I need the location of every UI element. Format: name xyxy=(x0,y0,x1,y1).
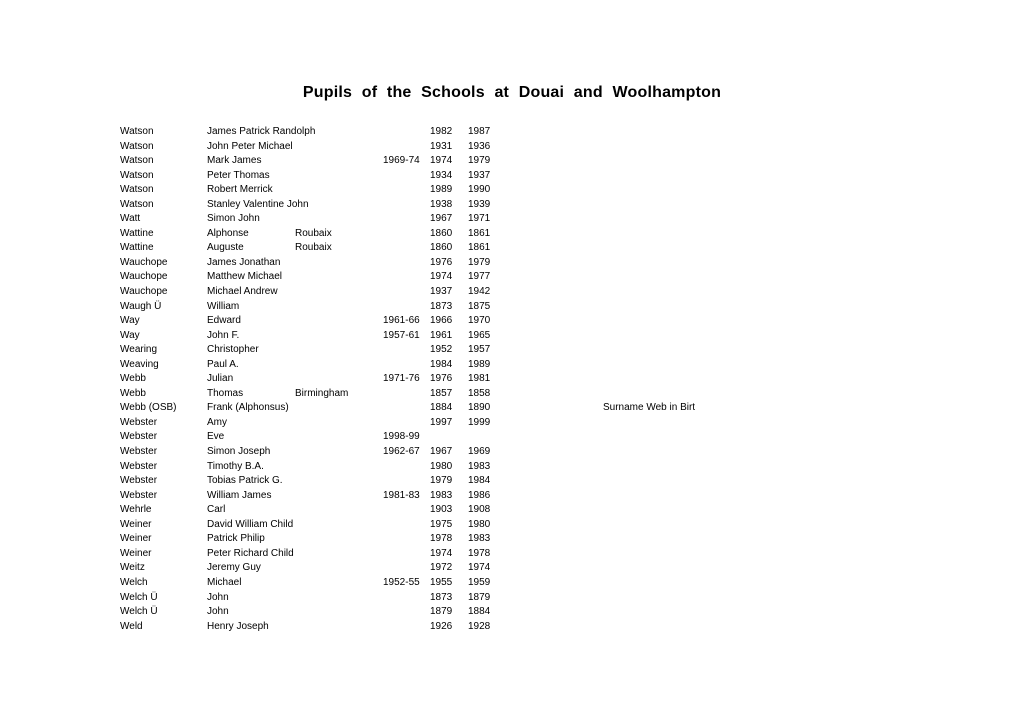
cell-forename: Paul A. xyxy=(207,358,239,370)
cell-dates xyxy=(383,401,430,416)
cell-forename: Tobias Patrick G. xyxy=(207,475,283,487)
cell-forename: William xyxy=(207,300,240,312)
cell-forename: Matthew Michael xyxy=(207,271,283,283)
cell-year-to: 1989 xyxy=(468,358,491,370)
table-row xyxy=(120,547,695,562)
cell-year-from: 1860 xyxy=(430,242,453,254)
cell-place xyxy=(295,300,383,315)
cell-place xyxy=(295,183,383,198)
table-row xyxy=(120,372,695,387)
cell-forename: Alphonse xyxy=(207,227,249,239)
cell-forename: David William Child xyxy=(207,518,294,530)
cell-year-from: 1983 xyxy=(430,489,453,501)
cell-dates xyxy=(383,285,430,300)
cell-place xyxy=(295,561,383,576)
cell-year-to: 1980 xyxy=(468,518,491,530)
table-row xyxy=(120,198,695,213)
cell-forename: Henry Joseph xyxy=(207,620,269,632)
cell-forename: Julian xyxy=(207,373,234,385)
cell-dates xyxy=(383,532,430,547)
cell-surname: Webster xyxy=(120,489,158,501)
cell-forename: John F. xyxy=(207,329,240,341)
cell-year-from: 1873 xyxy=(430,300,453,312)
cell-year-to: 1979 xyxy=(468,155,491,167)
table-row xyxy=(120,270,695,285)
table-row xyxy=(120,329,695,344)
cell-place xyxy=(295,358,383,373)
cell-surname: Weiner xyxy=(120,533,152,545)
cell-place xyxy=(295,401,383,416)
cell-place xyxy=(295,518,383,533)
table-row xyxy=(120,154,695,169)
cell-surname: Waugh Ü xyxy=(120,300,162,312)
cell-dates xyxy=(383,460,430,475)
cell-year-from: 1938 xyxy=(430,198,453,210)
cell-dates: 1961-66 xyxy=(383,315,420,327)
cell-dates xyxy=(383,212,430,227)
table-row xyxy=(120,591,695,606)
cell-place xyxy=(295,154,383,169)
cell-place xyxy=(295,416,383,431)
cell-surname: Weiner xyxy=(120,518,152,530)
cell-place: Roubaix xyxy=(295,227,332,239)
cell-place: Roubaix xyxy=(295,242,332,254)
cell-dates xyxy=(383,270,430,285)
cell-forename: James Patrick Randolph xyxy=(207,126,316,137)
cell-place xyxy=(295,140,383,155)
cell-place xyxy=(295,430,383,445)
cell-forename: Carl xyxy=(207,504,226,516)
cell-surname: Webb xyxy=(120,373,146,385)
cell-year-to: 1970 xyxy=(468,315,491,327)
cell-forename: John xyxy=(207,606,229,618)
cell-forename: Edward xyxy=(207,315,241,327)
cell-forename: Amy xyxy=(207,416,227,428)
table-row xyxy=(120,445,695,460)
cell-year-from: 1997 xyxy=(430,416,453,428)
cell-surname: Wattine xyxy=(120,242,154,254)
cell-year-from xyxy=(430,430,468,445)
cell-dates: 1998-99 xyxy=(383,431,420,443)
cell-year-from: 1975 xyxy=(430,518,453,530)
cell-year-to: 1942 xyxy=(468,286,491,298)
cell-place xyxy=(295,343,383,358)
cell-place xyxy=(295,125,383,140)
cell-surname: Wearing xyxy=(120,344,158,356)
table-row xyxy=(120,532,695,547)
cell-year-to: 1979 xyxy=(468,256,491,268)
cell-year-from: 1934 xyxy=(430,169,453,181)
cell-year-to: 1928 xyxy=(468,620,491,632)
cell-year-to: 1965 xyxy=(468,329,491,341)
cell-dates xyxy=(383,358,430,373)
cell-forename: John xyxy=(207,591,229,603)
table-row xyxy=(120,620,695,635)
cell-dates xyxy=(383,518,430,533)
cell-place xyxy=(295,285,383,300)
table-row xyxy=(120,460,695,475)
cell-forename: Michael xyxy=(207,576,242,588)
cell-year-to: 1974 xyxy=(468,562,491,574)
cell-year-from: 1967 xyxy=(430,213,453,225)
cell-place xyxy=(295,270,383,285)
table-row xyxy=(120,212,695,227)
cell-forename: Mark James xyxy=(207,155,262,167)
cell-year-from: 1961 xyxy=(430,329,453,341)
cell-dates xyxy=(383,140,430,155)
cell-year-to: 1879 xyxy=(468,591,491,603)
cell-surname: Webster xyxy=(120,446,158,458)
cell-year-to: 1983 xyxy=(468,460,491,472)
cell-forename: Patrick Philip xyxy=(207,533,265,545)
cell-forename: Peter Richard Child xyxy=(207,547,294,559)
cell-dates xyxy=(383,183,430,198)
cell-year-from: 1879 xyxy=(430,606,453,618)
table-row xyxy=(120,227,695,242)
cell-surname: Weld xyxy=(120,620,143,632)
cell-dates xyxy=(383,387,430,402)
cell-year-to: 1939 xyxy=(468,198,491,210)
cell-dates: 1969-74 xyxy=(383,155,420,167)
cell-year-from: 1966 xyxy=(430,315,453,327)
cell-year-from: 1967 xyxy=(430,446,453,458)
cell-place xyxy=(295,169,383,184)
cell-year-from: 1937 xyxy=(430,286,453,298)
cell-surname: Way xyxy=(120,329,140,341)
cell-year-to: 1999 xyxy=(468,416,491,428)
table-row xyxy=(120,503,695,518)
cell-dates xyxy=(383,198,430,213)
table-row xyxy=(120,474,695,489)
cell-place xyxy=(295,314,383,329)
table-row xyxy=(120,605,695,620)
cell-forename: Peter Thomas xyxy=(207,169,270,181)
cell-forename: Eve xyxy=(207,431,225,443)
cell-dates xyxy=(383,256,430,271)
table-row xyxy=(120,387,695,402)
cell-year-to: 1981 xyxy=(468,373,491,385)
table-row xyxy=(120,256,695,271)
cell-forename: Christopher xyxy=(207,344,259,356)
cell-surname: Webster xyxy=(120,475,158,487)
cell-place xyxy=(295,212,383,227)
cell-dates xyxy=(383,547,430,562)
cell-place xyxy=(295,503,383,518)
cell-dates xyxy=(383,620,430,635)
cell-dates: 1971-76 xyxy=(383,373,420,385)
cell-year-to xyxy=(468,430,506,445)
cell-year-from: 1974 xyxy=(430,547,453,559)
cell-place xyxy=(295,591,383,606)
cell-place xyxy=(295,532,383,547)
table-row xyxy=(120,169,695,184)
cell-year-to: 1983 xyxy=(468,533,491,545)
cell-surname: Wauchope xyxy=(120,286,168,298)
cell-surname: Weitz xyxy=(120,562,145,574)
cell-year-from: 1955 xyxy=(430,576,453,588)
table-row xyxy=(120,416,695,431)
cell-year-to: 1957 xyxy=(468,344,491,356)
cell-place: Birmingham xyxy=(295,387,349,399)
table-row xyxy=(120,300,695,315)
cell-place xyxy=(295,474,383,489)
cell-surname: Welch Ü xyxy=(120,606,158,618)
cell-forename: Thomas xyxy=(207,387,244,399)
cell-place xyxy=(295,445,383,460)
cell-year-to: 1971 xyxy=(468,213,491,225)
table-row xyxy=(120,183,695,198)
table-row xyxy=(120,430,695,445)
cell-year-to: 1969 xyxy=(468,446,491,458)
cell-year-to: 1978 xyxy=(468,547,491,559)
table-row xyxy=(120,125,695,140)
cell-dates: 1952-55 xyxy=(383,576,420,588)
cell-place xyxy=(295,576,383,591)
page-title: Pupils of the Schools at Douai and Woolhampton xyxy=(302,84,722,101)
cell-year-to: 1858 xyxy=(468,387,491,399)
cell-forename: Simon John xyxy=(207,213,260,225)
cell-year-to: 1977 xyxy=(468,271,491,283)
table-row xyxy=(120,314,695,329)
cell-dates: 1962-67 xyxy=(383,446,420,458)
cell-year-to: 1884 xyxy=(468,606,491,618)
table-row xyxy=(120,343,695,358)
cell-forename: Jeremy Guy xyxy=(207,562,261,574)
cell-dates xyxy=(383,169,430,184)
cell-forename: Robert Merrick xyxy=(207,184,273,196)
cell-year-to: 1990 xyxy=(468,184,491,196)
cell-surname: Watson xyxy=(120,140,154,152)
cell-surname: Watson xyxy=(120,169,154,181)
cell-place xyxy=(295,198,383,213)
cell-dates xyxy=(383,125,430,140)
cell-surname: Webb xyxy=(120,387,146,399)
cell-surname: Welch Ü xyxy=(120,591,158,603)
cell-forename: Michael Andrew xyxy=(207,286,278,298)
cell-surname: Watson xyxy=(120,155,154,167)
cell-surname: Webster xyxy=(120,416,158,428)
cell-dates xyxy=(383,605,430,620)
cell-surname: Welch xyxy=(120,576,148,588)
cell-surname: Webster xyxy=(120,431,158,443)
cell-place xyxy=(295,329,383,344)
cell-year-to: 1987 xyxy=(468,126,491,137)
cell-surname: Weaving xyxy=(120,358,159,370)
cell-surname: Way xyxy=(120,315,140,327)
cell-place xyxy=(295,256,383,271)
cell-place xyxy=(295,460,383,475)
cell-year-to: 1937 xyxy=(468,169,491,181)
cell-dates xyxy=(383,474,430,489)
cell-forename: Simon Joseph xyxy=(207,446,271,458)
cell-year-from: 1976 xyxy=(430,373,453,385)
table-row xyxy=(120,358,695,373)
cell-dates: 1957-61 xyxy=(383,329,420,341)
cell-year-from: 1873 xyxy=(430,591,453,603)
cell-forename: John Peter Michael xyxy=(207,140,293,152)
cell-dates xyxy=(383,227,430,242)
cell-year-from: 1989 xyxy=(430,184,453,196)
table-row xyxy=(120,518,695,533)
cell-surname: Wattine xyxy=(120,227,154,239)
cell-year-to: 1986 xyxy=(468,489,491,501)
cell-year-to: 1875 xyxy=(468,300,491,312)
cell-place xyxy=(295,489,383,504)
cell-year-from: 1857 xyxy=(430,387,453,399)
cell-place xyxy=(295,372,383,387)
cell-year-from: 1976 xyxy=(430,256,453,268)
table-row xyxy=(120,561,695,576)
cell-year-from: 1979 xyxy=(430,475,453,487)
cell-year-from: 1974 xyxy=(430,155,453,167)
cell-place xyxy=(295,605,383,620)
cell-surname: Watt xyxy=(120,213,141,225)
cell-year-to: 1861 xyxy=(468,227,491,239)
cell-surname: Watson xyxy=(120,126,154,137)
cell-surname: Webb (OSB) xyxy=(120,402,177,414)
table-row xyxy=(120,576,695,591)
cell-surname: Weiner xyxy=(120,547,152,559)
cell-dates xyxy=(383,503,430,518)
cell-year-to: 1984 xyxy=(468,475,491,487)
cell-dates: 1981-83 xyxy=(383,489,420,501)
cell-year-to: 1908 xyxy=(468,504,491,516)
cell-year-from: 1974 xyxy=(430,271,453,283)
cell-dates xyxy=(383,416,430,431)
cell-year-from: 1952 xyxy=(430,344,453,356)
cell-year-to: 1959 xyxy=(468,576,491,588)
cell-year-from: 1984 xyxy=(430,358,453,370)
table-row xyxy=(120,285,695,300)
cell-forename: Frank (Alphonsus) xyxy=(207,402,289,414)
cell-place xyxy=(295,547,383,562)
cell-surname: Watson xyxy=(120,198,154,210)
cell-year-from: 1903 xyxy=(430,504,453,516)
cell-year-to: 1936 xyxy=(468,140,491,152)
cell-surname: Wauchope xyxy=(120,271,168,283)
cell-year-from: 1972 xyxy=(430,562,453,574)
cell-dates xyxy=(383,300,430,315)
cell-dates xyxy=(383,343,430,358)
cell-year-to: 1890 xyxy=(468,402,491,414)
cell-forename: William James xyxy=(207,489,272,501)
cell-dates xyxy=(383,591,430,606)
cell-year-from: 1978 xyxy=(430,533,453,545)
cell-surname: Webster xyxy=(120,460,158,472)
cell-year-from: 1980 xyxy=(430,460,453,472)
cell-forename: Timothy B.A. xyxy=(207,460,264,472)
cell-place xyxy=(295,620,383,635)
cell-forename: James Jonathan xyxy=(207,256,281,268)
cell-year-from: 1982 xyxy=(430,126,453,137)
table-row xyxy=(120,401,695,416)
cell-surname: Wauchope xyxy=(120,256,168,268)
table-row xyxy=(120,489,695,504)
cell-year-from: 1926 xyxy=(430,620,453,632)
cell-note: Surname Web in Birt xyxy=(603,402,696,414)
table-row xyxy=(120,241,695,256)
cell-year-from: 1860 xyxy=(430,227,453,239)
cell-dates xyxy=(383,561,430,576)
cell-forename: Auguste xyxy=(207,242,244,254)
cell-year-from: 1931 xyxy=(430,140,453,152)
cell-forename: Stanley Valentine John xyxy=(207,198,309,210)
pupil-table xyxy=(120,125,695,634)
cell-dates xyxy=(383,241,430,256)
cell-year-from: 1884 xyxy=(430,402,453,414)
table-row xyxy=(120,140,695,155)
cell-year-to: 1861 xyxy=(468,242,491,254)
cell-surname: Wehrle xyxy=(120,504,152,516)
cell-surname: Watson xyxy=(120,184,154,196)
